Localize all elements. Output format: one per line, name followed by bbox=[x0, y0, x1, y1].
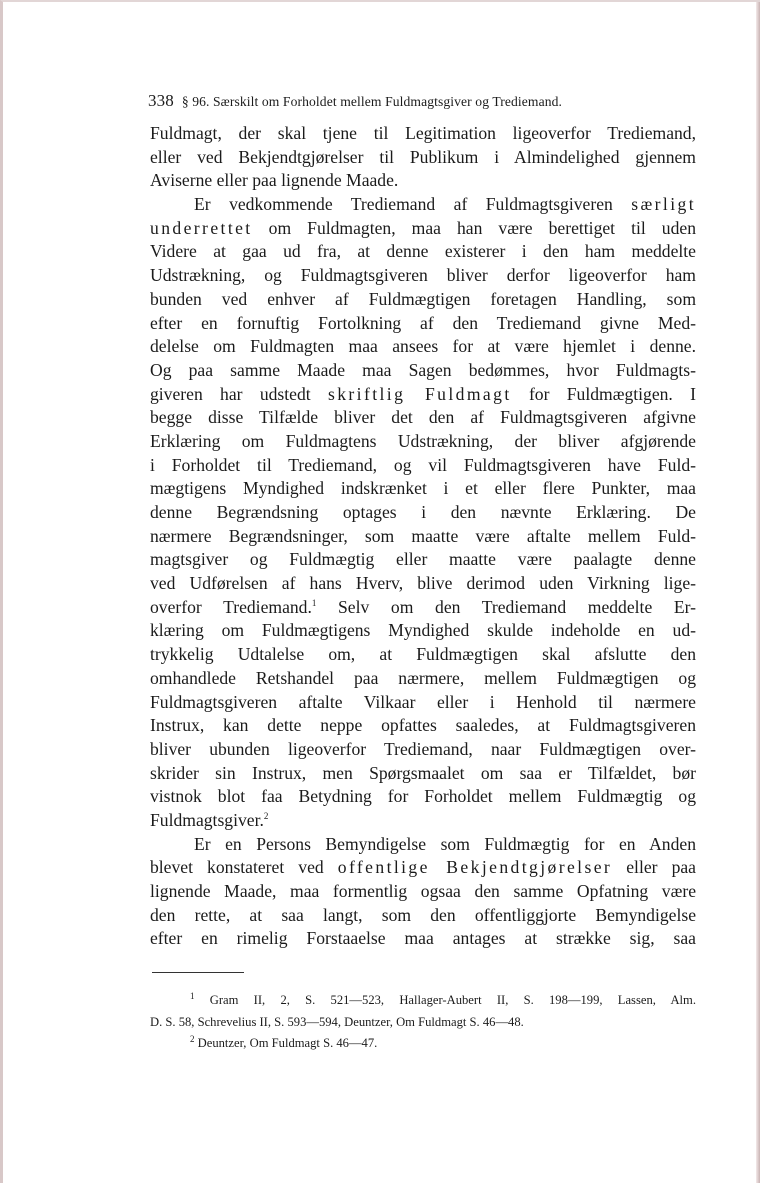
text-line: klæring om Fuldmægtigens Myndighed skulde indeholde en ud- bbox=[150, 620, 696, 641]
text-line bbox=[150, 193, 696, 217]
text-line: Aviserne eller paa lignende Maade. bbox=[150, 170, 399, 191]
text-line: ved Udførelsen af hans Hverv, blive derimod uden Virkning lige- bbox=[150, 573, 696, 594]
footnote-line bbox=[150, 990, 696, 1012]
text-line: begge disse Tilfælde bliver det den af Fuldmagtsgiveren afgivne bbox=[150, 407, 696, 428]
running-header bbox=[148, 91, 668, 111]
text-line: Udstrækning, og Fuldmagtsgiveren bliver derfor ligeoverfor ham bbox=[150, 265, 696, 286]
running-title: § 96. Særskilt om Forholdet mellem Fuldmagtsgiver og Trediemand. bbox=[181, 94, 563, 109]
text-line: Fuldmagt, der skal tjene til Legitimation ligeoverfor Trediemand, bbox=[150, 123, 696, 143]
text-segment: Selv om den Trediemand meddelte Er- bbox=[338, 596, 696, 617]
footnote-mark: 2 bbox=[263, 811, 269, 822]
footnote-text: Deuntzer, Om Fuldmagt S. 46—47. bbox=[197, 1036, 378, 1050]
text-line: Er en Persons Bemyndigelse som Fuldmægtig for en Anden bbox=[194, 833, 696, 854]
text-segment: overfor Trediemand. bbox=[150, 596, 312, 617]
footnote-number: 2 bbox=[190, 1033, 195, 1044]
text-line: trykkelig Udtalelse om, at Fuldmægtigen skal afslutte den bbox=[150, 644, 696, 665]
text-line: skrider sin Instrux, men Spørgsmaalet om saa er Tilfældet, bør bbox=[150, 762, 696, 783]
text-segment: Fuldmagtsgiver. bbox=[150, 809, 264, 830]
text-line: Fuldmagtsgiveren aftalte Vilkaar eller i Henhold til nærmere bbox=[150, 691, 696, 712]
footnotes bbox=[150, 990, 696, 1055]
text-segment: giveren har udstedt bbox=[150, 383, 311, 404]
footnote-number: 1 bbox=[190, 990, 195, 1001]
emphasis-text: underrettet bbox=[150, 217, 253, 238]
text-line bbox=[150, 809, 696, 833]
emphasis-text: offentlige Bekjendtgjørelser bbox=[337, 857, 613, 878]
footnote-mark: 1 bbox=[311, 597, 317, 608]
text-line: Instrux, kan dette neppe opfattes saaledes, at Fuldmagtsgiveren bbox=[150, 715, 696, 736]
page-number: 338 bbox=[148, 91, 174, 110]
text-line: omhandlede Retshandel paa nærmere, mellem Fuldmægtigen og bbox=[150, 667, 696, 688]
text-line bbox=[150, 856, 696, 880]
footnote-line bbox=[150, 1033, 696, 1055]
footnote-divider bbox=[152, 972, 244, 973]
text-line bbox=[150, 217, 696, 241]
text-line: i Forholdet til Trediemand, og vil Fuldmagtsgiveren have Fuld- bbox=[150, 454, 696, 475]
text-line: bliver ubunden ligeoverfor Trediemand, naar Fuldmægtigen over- bbox=[150, 738, 696, 759]
text-segment: for Fuldmægtigen. I bbox=[528, 383, 696, 404]
text-line: den rette, at saa langt, som den offentliggjorte Bemyndigelse bbox=[150, 904, 696, 925]
text-line bbox=[150, 383, 696, 407]
text-line: efter en fornuftig Fortolkning af den Trediemand givne Med- bbox=[150, 312, 696, 333]
text-line: vistnok blot faa Betydning for Forholdet mellem Fuldmægtig og bbox=[150, 786, 696, 807]
main-text bbox=[150, 122, 696, 951]
footnote-text: Gram II, 2, S. 521—523, Hallager-Aubert II, S. 198—199, Lassen, Alm. bbox=[209, 993, 696, 1007]
text-line: nærmere Begrændsninger, som maatte være aftalte mellem Fuld- bbox=[150, 525, 696, 546]
emphasis-text: skriftlig Fuldmagt bbox=[327, 383, 512, 404]
text-line: delelse om Fuldmagten maa ansees for at være hjemlet i denne. bbox=[150, 336, 696, 357]
text-segment: blevet konstateret ved bbox=[150, 857, 324, 878]
text-line: denne Begrændsning optages i den nævnte Erklæring. De bbox=[150, 502, 696, 522]
emphasis-text: særligt bbox=[631, 194, 696, 215]
text-segment: om Fuldmagten, maa han være berettiget til uden bbox=[268, 217, 696, 238]
text-line: mægtigens Myndighed indskrænket i et eller flere Punkter, maa bbox=[150, 478, 696, 499]
text-segment: Er vedkommende Trediemand af Fuldmagtsgiveren bbox=[194, 194, 613, 215]
text-line: Erklæring om Fuldmagtens Udstrækning, der bliver afgjørende bbox=[150, 430, 696, 451]
text-line: lignende Maade, maa formentlig ogsaa den samme Opfatning være bbox=[150, 881, 696, 901]
footnote-line: D. S. 58, Schrevelius II, S. 593—594, Deuntzer, Om Fuldmagt S. 46—48. bbox=[150, 1014, 524, 1029]
text-line: eller ved Bekjendtgjørelser til Publikum i Almindelighed gjennem bbox=[150, 146, 696, 167]
text-line: magtsgiver og Fuldmægtig eller maatte være paalagte denne bbox=[150, 549, 696, 570]
text-line bbox=[150, 596, 696, 620]
text-line: efter en rimelig Forstaaelse maa antages at strække sig, saa bbox=[150, 928, 696, 949]
text-line: Og paa samme Maade maa Sagen bedømmes, hvor Fuldmagts- bbox=[150, 359, 696, 380]
text-segment: eller paa bbox=[626, 857, 696, 878]
text-line: Videre at gaa ud fra, at denne existerer i den ham meddelte bbox=[150, 241, 696, 262]
text-line: bunden ved enhver af Fuldmægtigen foretagen Handling, som bbox=[150, 288, 696, 309]
